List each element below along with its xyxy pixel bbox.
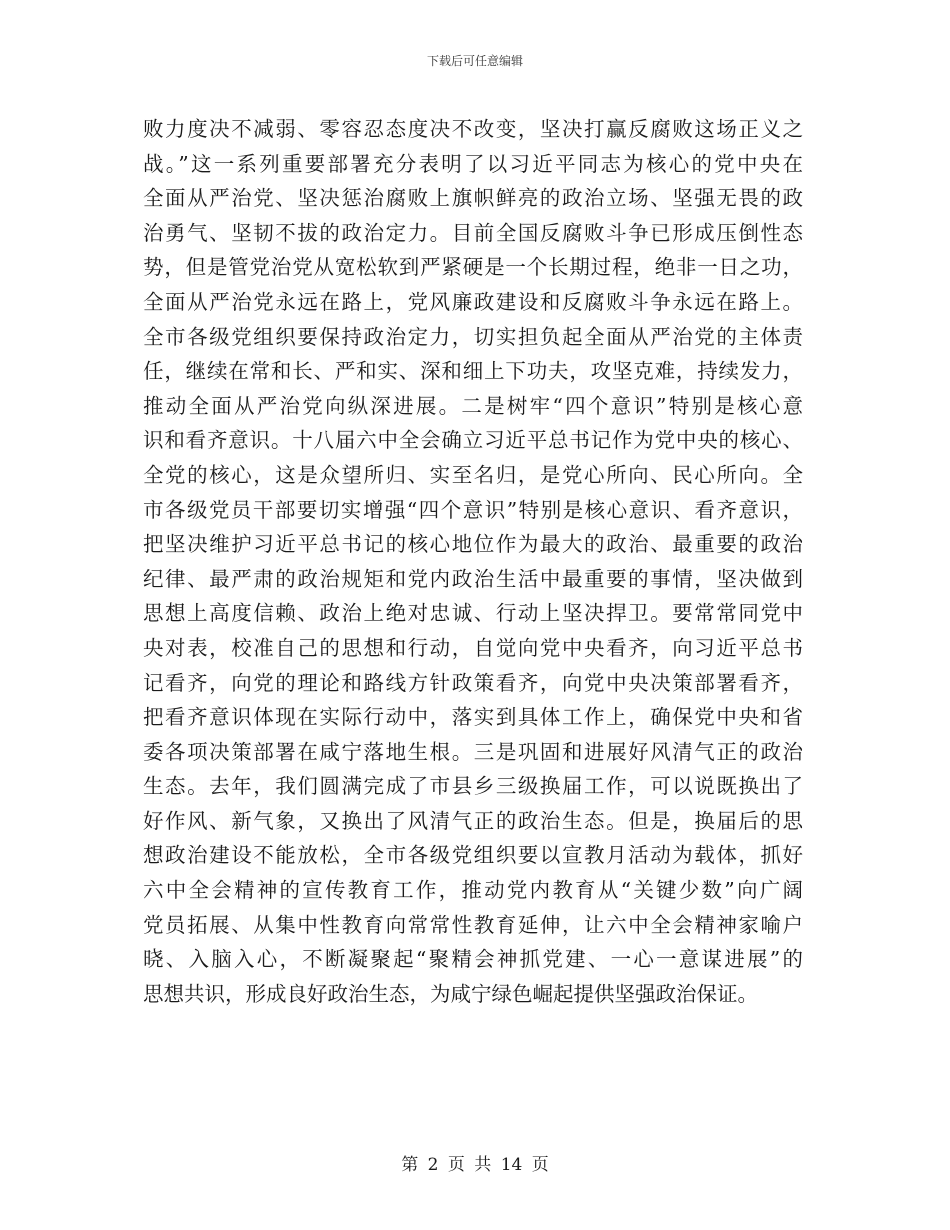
text-line: 推动全面从严治党向纵深进展。二是树牢“四个意识”特别是核心意 [143, 393, 803, 418]
body-text [143, 112, 803, 1011]
text-line: 好作风、新气象，又换出了风清气正的政治生态。但是，换届后的思 [143, 808, 803, 833]
text-line: 把看齐意识体现在实际行动中，落实到具体工作上，确保党中央和省 [143, 705, 803, 730]
text-line: 央对表，校准自己的思想和行动，自觉向党中央看齐，向习近平总书 [143, 635, 803, 660]
text-line: 任，继续在常和长、严和实、深和细上下功夫，攻坚克难，持续发力， [143, 359, 803, 384]
text-line: 全党的核心，这是众望所归、实至名归，是党心所向、民心所向。全 [143, 462, 803, 487]
text-line: 战。”这一系列重要部署充分表明了以习近平同志为核心的党中央在 [143, 151, 803, 176]
text-line: 市各级党员干部要切实增强“四个意识”特别是核心意识、看齐意识， [143, 497, 803, 522]
page-number: 第 2 页 共 14 页 [401, 1155, 549, 1175]
text-line: 思想共识，形成良好政治生态，为咸宁绿色崛起提供坚强政治保证。 [143, 981, 758, 1006]
text-line: 生态。去年，我们圆满完成了市县乡三级换届工作，可以说既换出了 [143, 774, 803, 799]
text-line: 败力度决不减弱、零容忍态度决不改变，坚决打赢反腐败这场正义之 [143, 117, 803, 141]
text-line: 全市各级党组织要保持政治定力，切实担负起全面从严治党的主体责 [143, 324, 803, 349]
text-line: 晓、入脑入心，不断凝聚起“聚精会神抓党建、一心一意谋进展”的 [143, 947, 803, 972]
text-line: 委各项决策部署在咸宁落地生根。三是巩固和进展好风清气正的政治 [143, 739, 803, 764]
text-line: 治勇气、坚韧不拔的政治定力。目前全国反腐败斗争已形成压倒性态 [143, 220, 803, 245]
text-line: 六中全会精神的宣传教育工作，推动党内教育从“关键少数”向广阔 [143, 878, 803, 903]
text-line: 想政治建设不能放松，全市各级党组织要以宣教月活动为载体，抓好 [143, 843, 803, 868]
text-line: 记看齐，向党的理论和路线方针政策看齐，向党中央决策部署看齐， [143, 670, 803, 695]
page-header: 下载后可任意编辑 [426, 54, 523, 68]
text-line: 全面从严治党永远在路上，党风廉政建设和反腐败斗争永远在路上。 [143, 289, 803, 314]
text-line: 识和看齐意识。十八届六中全会确立习近平总书记作为党中央的核心、 [143, 428, 803, 453]
text-line: 全面从严治党、坚决惩治腐败上旗帜鲜亮的政治立场、坚强无畏的政 [143, 186, 803, 211]
text-line: 势，但是管党治党从宽松软到严紧硬是一个长期过程，绝非一日之功， [143, 255, 803, 280]
text-line: 纪律、最严肃的政治规矩和党内政治生活中最重要的事情，坚决做到 [143, 566, 803, 591]
text-line: 把坚决维护习近平总书记的核心地位作为最大的政治、最重要的政治 [143, 532, 803, 557]
text-line: 思想上高度信赖、政治上绝对忠诚、行动上坚决捍卫。要常常同党中 [143, 601, 803, 626]
text-line: 党员拓展、从集中性教育向常常性教育延伸，让六中全会精神家喻户 [143, 912, 803, 937]
